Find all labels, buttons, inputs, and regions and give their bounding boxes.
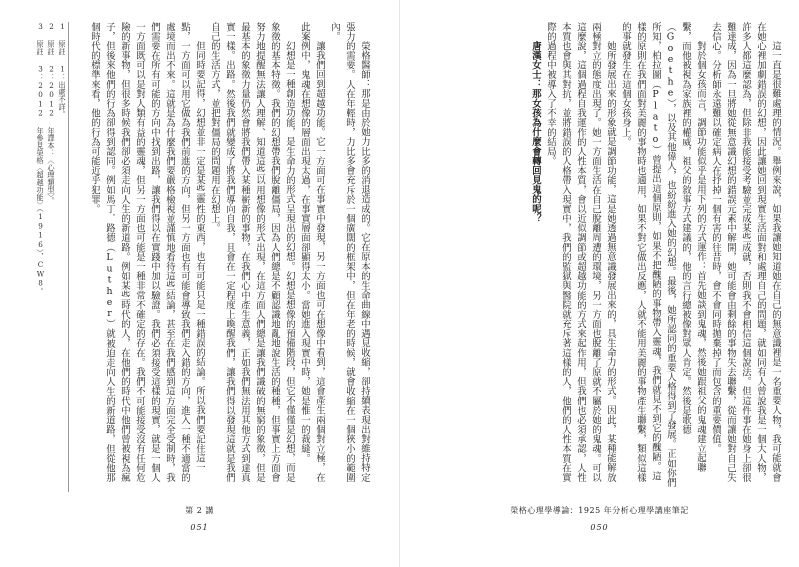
paragraph: 對於個女孩而言，調節功能似乎是用下列的方式運作：首先她談到鬼魂，然後她跟祖父的鬼魂建立起聯繫，而他被視為家族裡的權威，祖父的敘事方式建議的，他的言行總被像對眾人肯定。然後是歌德（Goethe），以及其他偉人，也紛紛進入她的幻想。最後，她所認同的重要人格得到了發展。正如你們所知，柏拉圖（Plato）曾提出這個原則，如果不把醜陋的事物帶入靈魂，我們就見不到它的醜陋。這樣的原則在我們面對美麗的事物時也適用，如果不對它做出反應，人就不能用美麗的事物產生聯繫，類似這樣的事就發生在這個女孩身上。 bbox=[620, 22, 706, 488]
right-page bbox=[400, 0, 799, 567]
left-page bbox=[0, 0, 399, 567]
paragraph: 這一直是很難處理的情況。舉例來說，如果我讓她知道她在自己的無意識裡是一名重要人物，我可能就會在她心裡加劇錯誤的幻想，因此讓她回到現實生活面對和處理自己的問題，就如同有人曾說我是一個大人物，許多人都這麼認為，但除非我能接受考驗並完成某些成就，否則我不會相信這個說法。但這件事在她身上卻很難達成，因為一旦將她從無意識幻想的錯誤元素中解開，她可能會由剩餘的事物失去聯繫，從而讓她對自己失去信心。分析師永遠難以確定病人在抒掉一個有害的往昔時，會不會同時拋棄掉了而包含的重要價值。 bbox=[710, 22, 781, 483]
paragraph: 但同時要記得，幻想並非一定是某些靈性的東西，也有可能只是一種錯誤的結論。所以我們要記住這一點，一方面可以用它做為我們前進的方向，但另一方面也有可能會導致我們走入錯的方向，進入一種不適當的處境而出不來。這就是為什麼我們要嚴格檢視並謹慎地看待這些結論，甚至在我們感到這方面完全受制時，我們需要在所有可能的方向中找到出路，讓我們得以在實踐中加以驗證。我們必須接受這樣的現實，就是一個人一方面既可以是對人類有益的靈魂，但另一方面也可能是一種非常不確定的存在。我們不可能接受沒有任何危險的新事物，但很多時候我們卻必須走向人生的新道路。例如某些時代的人，在他們的時代中他們曾被視為瘋子，但後來他們的行為卻得到認同。例如馬丁．路德（Luther）就被迫走向人生的新道路，但從他那個時代的標準來看，他的行為可能近乎犯罪。 bbox=[89, 22, 205, 483]
paragraph: 唐漢女士：那女孩為什麼會轉回見鬼的呢？ bbox=[530, 40, 541, 224]
footnotes bbox=[22, 22, 68, 490]
left-page-footer: 第 2 講 bbox=[185, 506, 214, 515]
paragraph: 她所發展出來的形象就是調節功能，這是她透過無意識發展出來的，具生命力的形式。因此，某種能解放兩極對立的態度出現了。她一方面生活在自己脫離周遭的環境，另一方面也脫離了原就不屬於她的鬼魂。可以這麼說，這個過程自我運作的人性本質，會以近似調節或超越功能的方式來起作用，但我們也必須承認，人性本質也會與其對抗，並將錯誤的人格帶入現實中，我們的監獄與醫院就充斥著這樣的人，他們的人性本質在實際的過程中被導入了不幸的結局。 bbox=[545, 22, 616, 483]
paragraph: 讓我們回到超越功能。它一方面可在事實中發現，另一方面也可在想像中看到，這會產生兩個對立極，在此案例中，鬼魂在想像的層面出現太過，在事實層面卻顯得太小。當她進入現實中時，她是惟一的裁縫。 bbox=[299, 22, 325, 482]
footnote: 1 原註 1：出處不詳。 bbox=[58, 22, 67, 118]
footnote: 2 原註 2：2012 年譯本：〈心理類型〉。 bbox=[47, 22, 56, 205]
right-page-body bbox=[415, 22, 783, 490]
left-page-body bbox=[72, 22, 372, 490]
notes-divider bbox=[68, 22, 69, 492]
right-page-footer: 榮格心理學導論：1925 年分析心理學講座筆記 bbox=[510, 506, 689, 515]
footnote: 3 原註 3：2012 年參見榮格〈超越功能〉（1916），CW8。 bbox=[36, 22, 45, 296]
left-page-number: 051 bbox=[190, 523, 209, 532]
paragraph: 幻想是一種創造功能，是生命力的形式呈現出的幻想。幻想是想像的預備階段，但它不僅僅是幻想，而是象徵的基本特徵。我們的幻想帶我們脫離僵局，因為人們總是不顧認識地亂地說生活的種種，但事實上方面會努力地提醒無法讓人理解、知道這些以用想像的形式出現，在這方面人們總是讓我們識破的無窮的象徵，但是最基本的象徵力量仍然會將我們帶入某種嶄新的事物，在我們心中產生意義，正如我們無法用其他方式到達真實一樣。出路。然後我們就變成了將我們導向自我，且會在一定程度上喚醒我們，讓我們得以發現這就是我們自己的生活方式，並把對僵局的問題用在幻想上。 bbox=[209, 22, 295, 483]
paragraph: 榮格醫師：那是由於她力比多的消退造成的。它在原本的生命曲線中遇見收縮，卻持續表現出對維持特定張力的需要。人在年輕時，力比多會充斥於一個廣闊的框架中，但在年老的時候，就會收縮在一個狹小的範圍內。 bbox=[329, 22, 370, 483]
right-page-number: 050 bbox=[590, 523, 609, 532]
